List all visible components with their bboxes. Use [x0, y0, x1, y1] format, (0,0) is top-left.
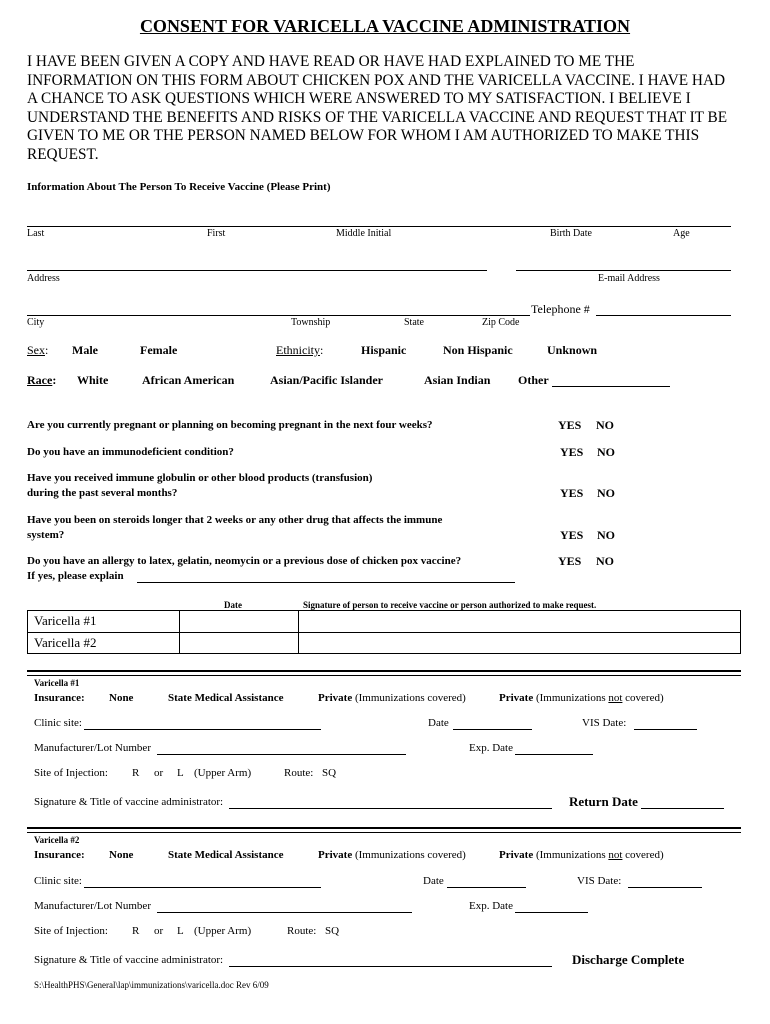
- table-signature-header: Signature of person to receive vaccine or person authorized to make request.: [303, 600, 597, 610]
- question-immunodeficient-yes[interactable]: YES: [560, 445, 584, 459]
- section1-heading: Varicella #1: [34, 678, 80, 688]
- race-option-other[interactable]: Other: [518, 373, 549, 387]
- section1-route-label: Route:: [284, 767, 314, 779]
- section2-date-line[interactable]: [447, 887, 526, 888]
- intro-line: REQUEST.: [27, 145, 99, 163]
- ethnicity-option-non-hispanic[interactable]: Non Hispanic: [443, 343, 513, 357]
- section1-site-upper-arm: (Upper Arm): [194, 767, 252, 779]
- section2-insurance-none[interactable]: None: [109, 849, 134, 861]
- dose1-signature-cell[interactable]: [299, 611, 740, 631]
- not-covered-text-not: not: [608, 692, 623, 704]
- section2-site-r[interactable]: R: [132, 925, 140, 937]
- private-label: Private: [318, 692, 353, 704]
- question-immune-globulin-cont: during the past several months?: [27, 487, 178, 499]
- race-option-asian-indian[interactable]: Asian Indian: [424, 373, 491, 387]
- city-label: City: [27, 317, 45, 328]
- email-label: E-mail Address: [598, 273, 660, 284]
- section2-insurance-label: Insurance:: [34, 849, 85, 861]
- section1-manufacturer-label: Manufacturer/Lot Number: [34, 742, 151, 754]
- ethnicity-option-hispanic[interactable]: Hispanic: [361, 343, 407, 357]
- age-label: Age: [673, 228, 690, 239]
- telephone-line[interactable]: [596, 315, 731, 316]
- section1-vis-line[interactable]: [634, 729, 697, 730]
- private-label: Private: [499, 849, 534, 861]
- section2-manufacturer-label: Manufacturer/Lot Number: [34, 900, 151, 912]
- page-title: CONSENT FOR VARICELLA VACCINE ADMINISTRATION: [139, 16, 631, 36]
- intro-line: A CHANCE TO ASK QUESTIONS WHICH WERE ANSWERED TO MY SATISFACTION. I BELIEVE I: [27, 90, 691, 108]
- question-immunodeficient: Do you have an immunodeficient condition?: [27, 446, 234, 458]
- race-other-line[interactable]: [552, 386, 670, 387]
- email-line[interactable]: [516, 270, 731, 271]
- birth-date-label: Birth Date: [550, 228, 592, 239]
- city-line[interactable]: [27, 315, 530, 316]
- race-label: Race:: [27, 373, 57, 387]
- covered-text: (Immunizations covered): [352, 692, 466, 704]
- section1-site-r[interactable]: R: [132, 767, 140, 779]
- state-label: State: [404, 317, 424, 328]
- intro-line: UNDERSTAND THE BENEFITS AND RISKS OF THE VARICELLA VACCINE AND REQUEST THAT IT BE: [27, 108, 728, 126]
- section1-clinic-label: Clinic site:: [34, 717, 82, 729]
- section2-site-label: Site of Injection:: [34, 925, 108, 937]
- section1-insurance-private-covered[interactable]: [318, 692, 466, 704]
- not-covered-text-post: covered): [622, 849, 664, 861]
- section2-manufacturer-line[interactable]: [157, 912, 412, 913]
- section1-insurance-state[interactable]: State Medical Assistance: [168, 692, 284, 704]
- section-divider: [27, 827, 741, 833]
- section2-insurance-private-covered[interactable]: [318, 849, 466, 861]
- ethnicity-option-unknown[interactable]: Unknown: [547, 343, 598, 357]
- sex-label-text: Sex: [27, 343, 45, 357]
- question-allergy: Do you have an allergy to latex, gelatin, neomycin or a previous dose of chicken pox vaccine?: [27, 555, 462, 567]
- question-steroids-yes[interactable]: YES: [560, 528, 584, 542]
- middle-initial-label: Middle Initial: [336, 228, 392, 239]
- zip-code-label: Zip Code: [482, 317, 520, 328]
- not-covered-text-pre: (Immunizations: [533, 692, 609, 704]
- section1-route-value: SQ: [322, 767, 337, 779]
- section1-signature-line[interactable]: [229, 808, 552, 809]
- return-date-label: Return Date: [569, 794, 638, 809]
- last-label: Last: [27, 228, 45, 239]
- section2-exp-line[interactable]: [515, 912, 588, 913]
- section1-exp-line[interactable]: [515, 754, 593, 755]
- race-option-african-american[interactable]: African American: [142, 373, 235, 387]
- section2-signature-label: Signature & Title of vaccine administrator:: [34, 954, 224, 966]
- name-line[interactable]: [27, 226, 731, 227]
- first-label: First: [207, 228, 226, 239]
- section1-manufacturer-line[interactable]: [157, 754, 406, 755]
- intro-line: GIVEN TO ME OR THE PERSON NAMED BELOW FOR WHOM I AM AUTHORIZED TO MAKE THIS: [27, 127, 700, 145]
- section1-date-line[interactable]: [453, 729, 532, 730]
- not-covered-text-post: covered): [622, 692, 664, 704]
- discharge-complete-label: Discharge Complete: [572, 952, 685, 967]
- section1-signature-label: Signature & Title of vaccine administrator:: [34, 796, 224, 808]
- table-row-label: Varicella #2: [34, 635, 97, 650]
- question-pregnant-no[interactable]: NO: [596, 418, 614, 432]
- private-label: Private: [499, 692, 534, 704]
- covered-text: (Immunizations covered): [352, 849, 466, 861]
- question-immunodeficient-no[interactable]: NO: [597, 445, 615, 459]
- section2-vis-line[interactable]: [628, 887, 702, 888]
- section1-site-or: or: [154, 767, 164, 779]
- table-date-header: Date: [224, 600, 242, 610]
- not-covered-text-pre: (Immunizations: [533, 849, 609, 861]
- section2-exp-label: Exp. Date: [469, 900, 513, 912]
- section1-exp-label: Exp. Date: [469, 742, 513, 754]
- dose1-date-cell[interactable]: [180, 611, 297, 631]
- question-immune-globulin: Have you received immune globulin or other blood products (transfusion): [27, 472, 373, 484]
- section-divider: [27, 670, 741, 676]
- footer-file-path: S:\HealthPHS\General\lap\immunizations\varicella.doc Rev 6/09: [34, 980, 269, 990]
- section1-vis-label: VIS Date:: [582, 717, 627, 729]
- question-pregnant: Are you currently pregnant or planning on becoming pregnant in the next four weeks?: [27, 419, 433, 431]
- section1-insurance-label: Insurance:: [34, 692, 85, 704]
- section2-site-upper-arm: (Upper Arm): [194, 925, 252, 937]
- telephone-label: Telephone #: [531, 302, 590, 316]
- section2-signature-line[interactable]: [229, 966, 552, 967]
- section1-insurance-none[interactable]: None: [109, 692, 134, 704]
- section1-insurance-private-not-covered[interactable]: [499, 692, 664, 704]
- race-option-asian-pacific[interactable]: Asian/Pacific Islander: [270, 373, 383, 387]
- question-pregnant-yes[interactable]: YES: [558, 418, 582, 432]
- section2-insurance-state[interactable]: State Medical Assistance: [168, 849, 284, 861]
- table-row-label: Varicella #1: [34, 613, 97, 628]
- section2-heading: Varicella #2: [34, 835, 80, 845]
- section1-site-label: Site of Injection:: [34, 767, 108, 779]
- question-steroids-cont: system?: [27, 529, 65, 541]
- race-option-white[interactable]: White: [77, 373, 109, 387]
- question-allergy-yes[interactable]: YES: [558, 554, 582, 568]
- section2-vis-label: VIS Date:: [577, 875, 622, 887]
- section1-site-l[interactable]: L: [177, 767, 184, 779]
- question-steroids: Have you been on steroids longer that 2 weeks or any other drug that affects the immune: [27, 514, 443, 526]
- race-label-text: Race: [27, 373, 53, 387]
- explain-label: If yes, please explain: [27, 570, 124, 582]
- section1-date-label: Date: [428, 717, 449, 729]
- intro-line: I HAVE BEEN GIVEN A COPY AND HAVE READ OR HAVE HAD EXPLAINED TO ME THE: [27, 53, 635, 70]
- ethnicity-label-text: Ethnicity: [276, 343, 320, 357]
- question-immune-globulin-yes[interactable]: YES: [560, 486, 584, 500]
- section2-site-or: or: [154, 925, 164, 937]
- township-label: Township: [291, 317, 331, 328]
- section2-date-label: Date: [423, 875, 444, 887]
- question-immune-globulin-no[interactable]: NO: [597, 486, 615, 500]
- section2-clinic-line[interactable]: [84, 887, 321, 888]
- section1-clinic-line[interactable]: [84, 729, 321, 730]
- address-line[interactable]: [27, 270, 487, 271]
- return-date-line[interactable]: [641, 808, 724, 809]
- explain-line[interactable]: [137, 582, 515, 583]
- dose2-signature-cell[interactable]: [299, 633, 740, 653]
- section2-clinic-label: Clinic site:: [34, 875, 82, 887]
- sex-option-male[interactable]: Male: [72, 343, 98, 357]
- private-label: Private: [318, 849, 353, 861]
- info-heading: Information About The Person To Receive Vaccine (Please Print): [27, 181, 331, 193]
- section2-site-l[interactable]: L: [177, 925, 184, 937]
- address-label: Address: [27, 273, 60, 284]
- dose2-date-cell[interactable]: [180, 633, 297, 653]
- sex-label: Sex:: [27, 343, 49, 357]
- intro-line: INFORMATION ON THIS FORM ABOUT CHICKEN POX AND THE VARICELLA VACCINE. I HAVE HAD: [27, 71, 726, 89]
- section2-route-value: SQ: [325, 925, 340, 937]
- consent-statement: [27, 53, 747, 165]
- sex-option-female[interactable]: Female: [140, 343, 178, 357]
- question-allergy-no[interactable]: NO: [596, 554, 614, 568]
- ethnicity-label: Ethnicity:: [276, 343, 324, 357]
- not-covered-text-not: not: [608, 849, 623, 861]
- section2-insurance-private-not-covered[interactable]: [499, 849, 664, 861]
- section2-route-label: Route:: [287, 925, 317, 937]
- question-steroids-no[interactable]: NO: [597, 528, 615, 542]
